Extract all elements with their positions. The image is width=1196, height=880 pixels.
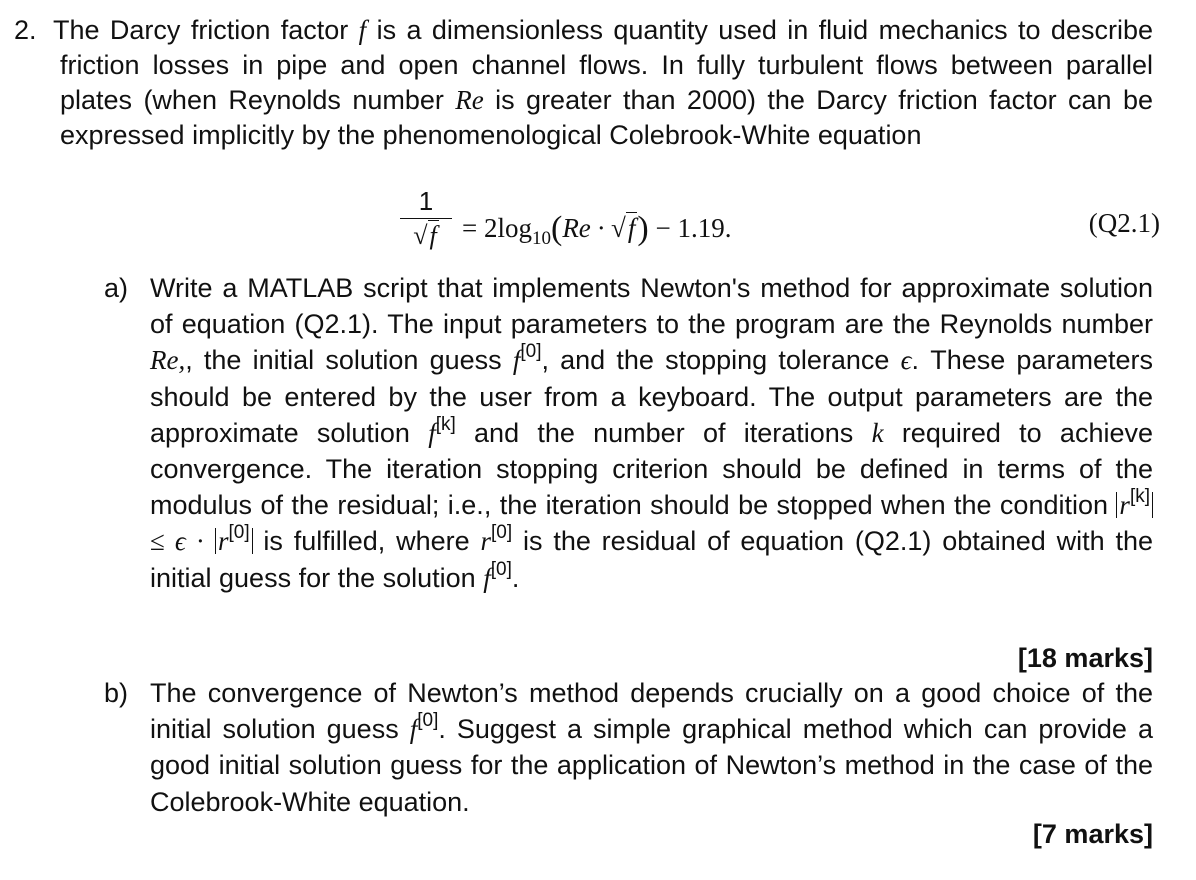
rhs-paren-close: ) xyxy=(637,210,649,247)
part-b-text-1: The convergence of Newton’s method depends crucially on a good choice of the initial solution guess xyxy=(150,678,1153,745)
equation-rhs: = $2\log_{10}(Re \cdot √f) - 1.19$. xyxy=(462,210,732,249)
intro-text-3: is greater than 2000) the Darcy friction factor can be expressed implicitly by the phenomenological Colebrook-White equation xyxy=(60,85,1154,150)
rhs-log-base: 10 xyxy=(531,228,551,249)
part-a-sym-f: f xyxy=(512,345,521,376)
part-a-text-1: Write a MATLAB script that implements Newton's method for approximate solution of equation (Q2.1). The input parameters to the program are the Reynolds number xyxy=(150,273,1153,340)
equation-numerator: 1 xyxy=(418,186,434,216)
part-a-sym-f-2: f xyxy=(428,417,436,448)
part-a-sup-k: [k] xyxy=(435,413,456,435)
part-a-sym-eps: ϵ xyxy=(900,345,912,376)
rhs-log: = 2log xyxy=(462,213,532,243)
equation-tag: (Q2.1) xyxy=(1088,208,1160,238)
residual-k-modulus xyxy=(1116,486,1153,521)
part-b-sym-f: f xyxy=(409,714,418,745)
part-a-sup-0-3: [0] xyxy=(491,522,513,544)
part-a-text xyxy=(150,270,1153,596)
part-a-sup-k-2: [k] xyxy=(1129,486,1150,508)
part-b-text xyxy=(150,675,1153,820)
part-a-text-7: is fulfilled, where xyxy=(252,526,481,557)
part-a-sym-f-3: f xyxy=(483,562,491,593)
colebrook-white-equation xyxy=(400,186,1160,262)
part-a-text-4: . These parameters should be entered by the user from a keyboard. The output parameters are the approximate solution xyxy=(150,345,1153,448)
part-b-label: b) xyxy=(104,678,129,708)
question-number: 2. xyxy=(14,15,37,45)
part-a-label: a) xyxy=(104,273,129,303)
symbol-f: f xyxy=(358,15,367,45)
equation-denominator: √f xyxy=(413,221,437,250)
part-a-sup-0-4: [0] xyxy=(490,558,512,580)
part-a-text-8: is the residual of equation (Q2.1) obtained with the initial guess for the solution xyxy=(150,526,1154,593)
question-intro xyxy=(53,13,1154,153)
rhs-radicand: f xyxy=(627,213,636,243)
part-b-marks: [7 marks] xyxy=(1032,819,1153,849)
fraction-bar xyxy=(400,218,452,219)
part-b-text-2: . Suggest a simple graphical method which can provide a good initial solution guess for the application of Newton’s method in the case of the Colebrook-White equation. xyxy=(150,714,1153,817)
residual-0-modulus xyxy=(215,522,253,557)
part-a-sym-r: r xyxy=(1119,490,1130,521)
rhs-tail: − 1.19. xyxy=(648,213,732,243)
radicand: f xyxy=(429,221,437,250)
equation-fraction xyxy=(400,186,452,250)
part-a-marks: [18 marks] xyxy=(1017,643,1153,673)
intro-text-1: The Darcy friction factor xyxy=(53,15,359,45)
part-a-sym-eps-2: ϵ xyxy=(174,526,186,557)
rhs-paren-open: ( xyxy=(550,210,563,247)
part-a-text-2: , the initial solution guess xyxy=(185,345,513,376)
part-a-sup-0: [0] xyxy=(520,341,542,363)
part-a-text-5: and the number of iterations xyxy=(455,417,872,448)
part-a-sym-k: k xyxy=(871,417,884,448)
part-a-leq: ≤ xyxy=(150,526,175,557)
part-a-text-6: required to achieve convergence. The iteration stopping criterion should be defined in terms of the modulus of the residual; i.e., the iteration should be stopped when the condition xyxy=(150,417,1153,521)
part-a-text-3: , and the stopping tolerance xyxy=(541,345,901,376)
rhs-re: Re · xyxy=(562,213,612,243)
intro-text-2: is a dimensionless quantity used in fluid mechanics to describe friction losses in pipe and open channel flows. In fully turbulent flows between parallel plates (when Reynolds number xyxy=(60,15,1153,115)
part-a-sym-r-2: r xyxy=(217,526,229,557)
part-a-sym-re: Re, xyxy=(150,345,186,376)
part-a-sym-r-3: r xyxy=(480,526,492,557)
part-a-text-9: . xyxy=(511,562,520,593)
part-a-dot: · xyxy=(185,526,215,557)
part-b-sup-0: [0] xyxy=(417,710,439,732)
symbol-re: Re xyxy=(455,85,484,115)
part-a-sup-0-2: [0] xyxy=(228,522,250,544)
